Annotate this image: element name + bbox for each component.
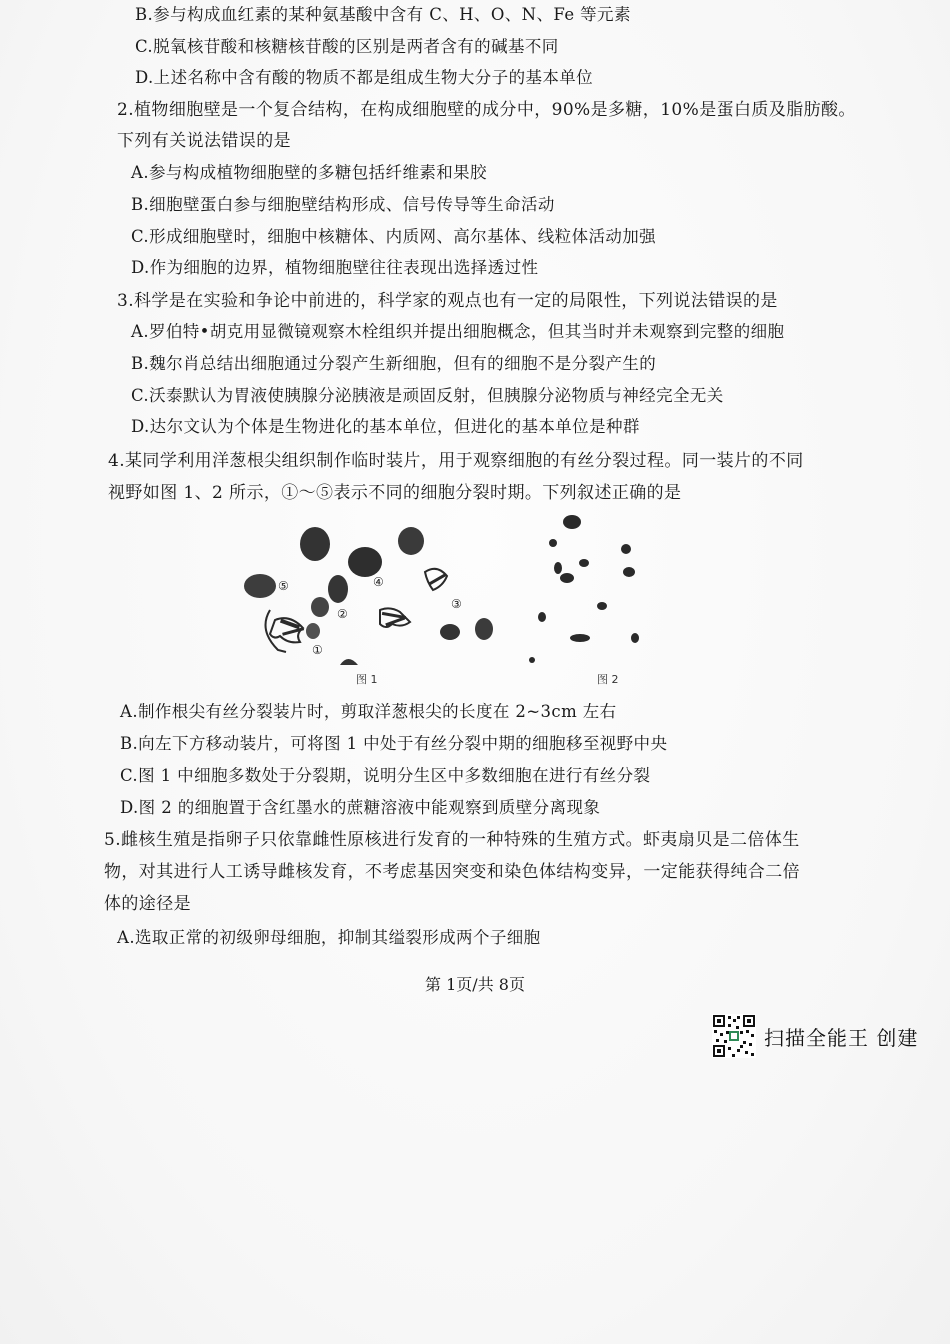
option-3d: D.达尔文认为个体是生物进化的基本单位，但进化的基本单位是种群 bbox=[131, 417, 640, 436]
option-4a: A.制作根尖有丝分裂装片时，剪取洋葱根尖的长度在 2~3cm 左右 bbox=[120, 702, 617, 721]
label-stage-2: ② bbox=[337, 607, 348, 621]
page-number: 第 1页/共 8页 bbox=[425, 975, 525, 994]
option-4c: C.图 1 中细胞多数处于分裂期，说明分生区中多数细胞在进行有丝分裂 bbox=[120, 766, 651, 785]
question-5-stem-end: 体的途径是 bbox=[104, 894, 191, 914]
option-3c: C.沃泰默认为胃液使胰腺分泌胰液是顽固反射，但胰腺分泌物质与神经完全无关 bbox=[131, 386, 724, 405]
question-3-stem: 3.科学是在实验和争论中前进的，科学家的观点也有一定的局限性，下列说法错误的是 bbox=[117, 291, 778, 311]
option-1c: C.脱氧核苷酸和核糖核苷酸的区别是两者含有的碱基不同 bbox=[135, 37, 559, 56]
scanner-watermark bbox=[712, 1014, 918, 1058]
figure-1-cells bbox=[244, 527, 493, 665]
option-3b: B.魏尔肖总结出细胞通过分裂产生新细胞，但有的细胞不是分裂产生的 bbox=[131, 354, 657, 373]
figure-1-labels bbox=[278, 575, 462, 657]
microscope-figure bbox=[230, 510, 650, 690]
scanner-brand-text: 扫描全能王 创建 bbox=[764, 1025, 919, 1050]
label-stage-1: ① bbox=[312, 643, 323, 657]
option-4d: D.图 2 的细胞置于含红墨水的蔗糖溶液中能观察到质壁分离现象 bbox=[120, 798, 601, 817]
figure-2-cells bbox=[529, 515, 639, 663]
option-2c: C.形成细胞壁时，细胞中核糖体、内质网、高尔基体、线粒体活动加强 bbox=[131, 227, 657, 246]
option-4b: B.向左下方移动装片，可将图 1 中处于有丝分裂中期的细胞移至视野中央 bbox=[120, 734, 668, 753]
label-stage-5: ⑤ bbox=[278, 579, 289, 593]
option-3a: A.罗伯特•胡克用显微镜观察木栓组织并提出细胞概念，但其当时并未观察到完整的细胞 bbox=[131, 322, 785, 341]
option-5a: A.选取正常的初级卵母细胞，抑制其缢裂形成两个子细胞 bbox=[117, 928, 541, 947]
option-2a: A.参与构成植物细胞壁的多糖包括纤维素和果胶 bbox=[131, 163, 487, 182]
figure-2-caption: 图 2 bbox=[597, 673, 619, 686]
label-stage-4: ④ bbox=[373, 575, 384, 589]
question-5-stem-cont: 物，对其进行人工诱导雌核发育，不考虑基因突变和染色体结构变异，一定能获得纯合二倍 bbox=[104, 862, 800, 882]
label-stage-3: ③ bbox=[451, 597, 462, 611]
question-4-stem: 4.某同学利用洋葱根尖组织制作临时装片，用于观察细胞的有丝分裂过程。同一装片的不同 bbox=[108, 451, 804, 471]
option-1b: B.参与构成血红素的某种氨基酸中含有 C、H、O、N、Fe 等元素 bbox=[135, 5, 631, 24]
question-2-stem-cont: 下列有关说法错误的是 bbox=[117, 131, 291, 151]
option-1d: D.上述名称中含有酸的物质不都是组成生物大分子的基本单位 bbox=[135, 68, 594, 87]
question-2-stem: 2.植物细胞壁是一个复合结构，在构成细胞壁的成分中，90%是多糖，10%是蛋白质及脂肪酸。 bbox=[117, 100, 856, 120]
option-2b: B.细胞壁蛋白参与细胞壁结构形成、信号传导等生命活动 bbox=[131, 195, 555, 214]
figure-1-caption: 图 1 bbox=[356, 673, 378, 686]
question-4-stem-cont: 视野如图 1、2 所示，①～⑤表示不同的细胞分裂时期。下列叙述正确的是 bbox=[108, 483, 682, 503]
option-2d: D.作为细胞的边界，植物细胞壁往往表现出选择透过性 bbox=[131, 258, 539, 277]
question-5-stem: 5.雌核生殖是指卵子只依靠雌性原核进行发育的一种特殊的生殖方式。虾夷扇贝是二倍体生 bbox=[104, 830, 800, 850]
cell-micrographs bbox=[230, 510, 650, 690]
qr-code-icon bbox=[712, 1014, 756, 1058]
